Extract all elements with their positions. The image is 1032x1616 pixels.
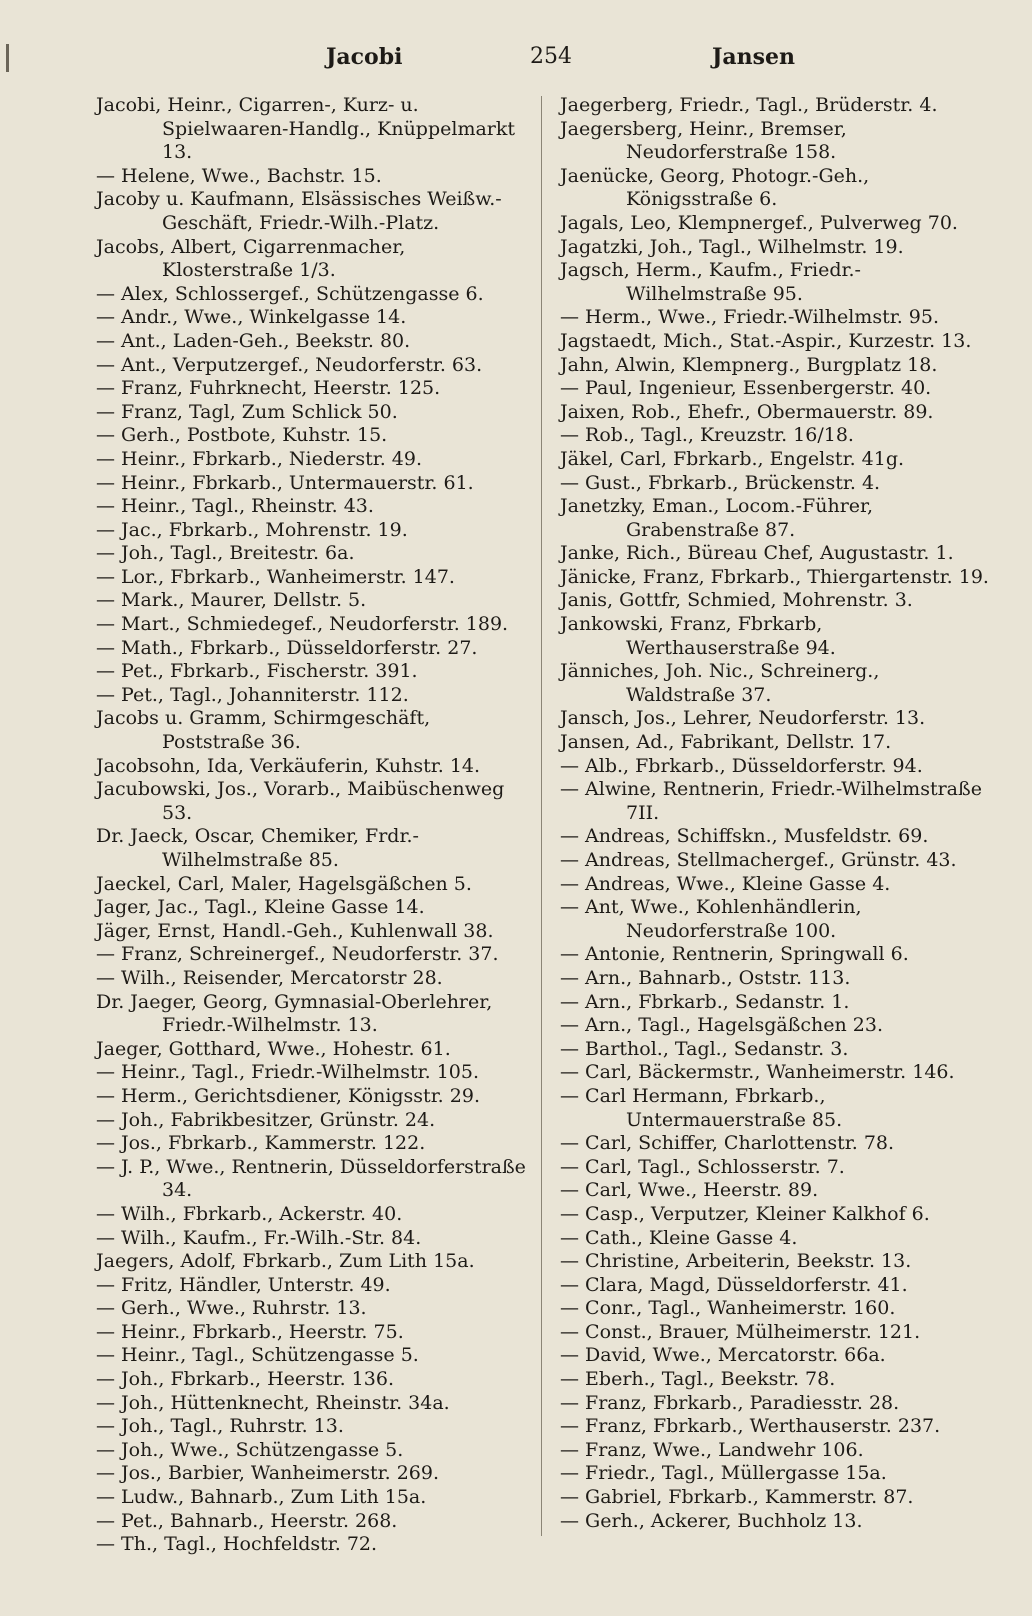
directory-entry: — Gabriel, Fbrkarb., Kammerstr. 87. — [560, 1486, 914, 1509]
directory-entry: Janis, Gottfr, Schmied, Mohrenstr. 3. — [560, 589, 913, 612]
directory-entry: Jänicke, Franz, Fbrkarb., Thiergartenstr. 19. — [560, 565, 989, 588]
directory-entry: — Christine, Arbeiterin, Beekstr. 13. — [560, 1250, 912, 1273]
directory-entry: Jacobi, Heinr., Cigarren-, Kurz- u. Spielwaaren-Handlg., Knüppelmarkt 13. — [96, 94, 516, 164]
directory-entry: Dr. Jaeck, Oscar, Chemiker, Frdr.-Wilhelmstraße 85. — [96, 825, 419, 871]
directory-entry: — Antonie, Rentnerin, Springwall 6. — [560, 943, 909, 966]
directory-entry: — Mark., Maurer, Dellstr. 5. — [96, 589, 367, 612]
margin-mark — [6, 44, 9, 72]
directory-entry: Jaenücke, Georg, Photogr.-Geh., Königsstraße 6. — [560, 164, 870, 211]
directory-entry: Jänniches, Joh. Nic., Schreinerg., Waldstraße 37. — [560, 660, 880, 706]
directory-entry: — Franz, Fbrkarb., Paradiesstr. 28. — [560, 1391, 900, 1414]
directory-entry: — Th., Tagl., Hochfeldstr. 72. — [96, 1533, 378, 1556]
directory-entry: — Heinr., Tagl., Rheinstr. 43. — [96, 495, 374, 518]
directory-entry: — Alb., Fbrkarb., Düsseldorferstr. 94. — [560, 754, 923, 777]
directory-entry: — Ant, Wwe., Kohlenhändlerin, Neudorferstraße 100. — [560, 896, 862, 942]
directory-entry: Jagstaedt, Mich., Stat.-Aspir., Kurzestr. 13. — [560, 329, 972, 352]
directory-entry: — Herm., Wwe., Friedr.-Wilhelmstr. 95. — [560, 306, 939, 329]
directory-entry: — Ant., Verputzergef., Neudorferstr. 63. — [96, 353, 483, 376]
directory-entry: — Joh., Fabrikbesitzer, Grünstr. 24. — [96, 1108, 436, 1131]
directory-entry: Jäger, Ernst, Handl.-Geh., Kuhlenwall 38. — [96, 919, 494, 942]
directory-entry: — Carl, Bäckermstr., Wanheimerstr. 146. — [560, 1061, 955, 1084]
directory-entry: Jaeger, Gotthard, Wwe., Hohestr. 61. — [96, 1037, 451, 1060]
directory-entry: — Math., Fbrkarb., Düsseldorferstr. 27. — [96, 636, 478, 659]
directory-entry: — Casp., Verputzer, Kleiner Kalkhof 6. — [560, 1202, 930, 1225]
directory-entry: Jaegersberg, Heinr., Bremser, Neudorferstraße 158. — [560, 117, 847, 164]
directory-entry: Jaixen, Rob., Ehefr., Obermauerstr. 89. — [560, 400, 934, 423]
directory-entry: — Paul, Ingenieur, Essenbergerstr. 40. — [560, 377, 932, 400]
directory-entry: — Gerh., Ackerer, Buchholz 13. — [560, 1509, 863, 1532]
directory-entry: Jaegerberg, Friedr., Tagl., Brüderstr. 4. — [560, 94, 938, 116]
directory-entry: Jagsch, Herm., Kaufm., Friedr.-Wilhelmstraße 95. — [560, 259, 861, 305]
directory-entry: Janetzky, Eman., Locom.-Führer, Grabenstraße 87. — [560, 495, 874, 541]
page-number: 254 — [530, 44, 572, 69]
directory-entry: Jager, Jac., Tagl., Kleine Gasse 14. — [96, 896, 425, 919]
directory-entry: — Const., Brauer, Mülheimerstr. 121. — [560, 1320, 921, 1343]
directory-entry: — Pet., Fbrkarb., Fischerstr. 391. — [96, 660, 418, 683]
directory-entry: Jacobsohn, Ida, Verkäuferin, Kuhstr. 14. — [96, 754, 481, 777]
directory-entry: — Joh., Fbrkarb., Heerstr. 136. — [96, 1368, 394, 1391]
directory-entry: — Friedr., Tagl., Müllergasse 15a. — [560, 1462, 887, 1485]
directory-entry: Jankowski, Franz, Fbrkarb, Werthauserstraße 94. — [560, 613, 836, 659]
directory-entry: — Franz, Tagl, Zum Schlick 50. — [96, 400, 398, 423]
directory-entry: — Carl, Schiffer, Charlottenstr. 78. — [560, 1132, 895, 1155]
directory-entry: Jansen, Ad., Fabrikant, Dellstr. 17. — [560, 731, 892, 754]
right-column — [560, 94, 990, 1533]
directory-entry: Jäkel, Carl, Fbrkarb., Engelstr. 41g. — [560, 447, 905, 470]
directory-entry: — Arn., Bahnarb., Oststr. 113. — [560, 966, 851, 989]
directory-entry: Jagals, Leo, Klempnergef., Pulverweg 70. — [560, 211, 958, 234]
directory-entry: — Helene, Wwe., Bachstr. 15. — [96, 164, 382, 187]
directory-entry: — Joh., Tagl., Ruhrstr. 13. — [96, 1415, 344, 1438]
page-header — [96, 44, 990, 78]
directory-entry: — Jac., Fbrkarb., Mohrenstr. 19. — [96, 518, 408, 541]
directory-entry: — Franz, Fbrkarb., Werthauserstr. 237. — [560, 1415, 941, 1438]
directory-entry: — Arn., Fbrkarb., Sedanstr. 1. — [560, 990, 850, 1013]
header-left-keyword: Jacobi — [326, 44, 403, 70]
column-divider — [541, 96, 542, 1536]
directory-entry: — Franz, Wwe., Landwehr 106. — [560, 1438, 864, 1461]
directory-entry: Jacobs, Albert, Cigarrenmacher, Klosterstraße 1/3. — [96, 235, 406, 282]
directory-entry: — Fritz, Händler, Unterstr. 49. — [96, 1273, 391, 1296]
directory-entry: — Andreas, Wwe., Kleine Gasse 4. — [560, 872, 891, 895]
directory-entry: Jansch, Jos., Lehrer, Neudorferstr. 13. — [560, 707, 926, 730]
directory-entry: — Wilh., Kaufm., Fr.-Wilh.-Str. 84. — [96, 1226, 422, 1249]
directory-entry: Jahn, Alwin, Klempnerg., Burgplatz 18. — [560, 353, 938, 376]
directory-entry: Jagatzki, Joh., Tagl., Wilhelmstr. 19. — [560, 235, 904, 258]
directory-entry: — Mart., Schmiedegef., Neudorferstr. 189. — [96, 613, 509, 636]
directory-entry: Jacobs u. Gramm, Schirmgeschäft, Poststraße 36. — [96, 707, 431, 754]
directory-entry: — J. P., Wwe., Rentnerin, Düsseldorferstraße 34. — [96, 1155, 526, 1202]
left-column — [96, 94, 526, 1557]
header-right-keyword: Jansen — [712, 44, 796, 70]
directory-entry: — Franz, Fuhrknecht, Heerstr. 125. — [96, 377, 441, 400]
directory-entry: — Heinr., Tagl., Friedr.-Wilhelmstr. 105. — [96, 1061, 480, 1084]
directory-entry: — Ludw., Bahnarb., Zum Lith 15a. — [96, 1486, 427, 1509]
directory-entry: — Pet., Tagl., Johanniterstr. 112. — [96, 683, 409, 706]
directory-entry: — Ant., Laden-Geh., Beekstr. 80. — [96, 329, 411, 352]
directory-entry: — Andreas, Schiffskn., Musfeldstr. 69. — [560, 825, 929, 848]
directory-entry: — Joh., Tagl., Breitestr. 6a. — [96, 542, 355, 565]
directory-entry: — Gerh., Wwe., Ruhrstr. 13. — [96, 1297, 367, 1320]
directory-entry: — Herm., Gerichtsdiener, Königsstr. 29. — [96, 1084, 480, 1107]
directory-entry: Jacoby u. Kaufmann, Elsässisches Weißw.-Geschäft, Friedr.-Wilh.-Platz. — [96, 188, 502, 234]
directory-entry: — Wilh., Fbrkarb., Ackerstr. 40. — [96, 1202, 403, 1225]
directory-entry: — Clara, Magd, Düsseldorferstr. 41. — [560, 1273, 908, 1296]
directory-entry: — David, Wwe., Mercatorstr. 66a. — [560, 1344, 886, 1367]
directory-entry: — Carl, Tagl., Schlosserstr. 7. — [560, 1155, 845, 1178]
directory-entry: — Jos., Barbier, Wanheimerstr. 269. — [96, 1462, 440, 1485]
directory-entry: — Pet., Bahnarb., Heerstr. 268. — [96, 1509, 398, 1532]
directory-entry: — Gerh., Postbote, Kuhstr. 15. — [96, 424, 388, 447]
directory-entry: Janke, Rich., Büreau Chef, Augustastr. 1. — [560, 542, 954, 565]
directory-entry: — Joh., Hüttenknecht, Rheinstr. 34a. — [96, 1391, 450, 1414]
directory-entry: — Eberh., Tagl., Beekstr. 78. — [560, 1368, 836, 1391]
directory-entry: Jaeckel, Carl, Maler, Hagelsgäßchen 5. — [96, 872, 472, 895]
directory-entry: — Cath., Kleine Gasse 4. — [560, 1226, 798, 1249]
directory-entry: — Franz, Schreinergef., Neudorferstr. 37. — [96, 943, 499, 966]
directory-entry: — Heinr., Fbrkarb., Niederstr. 49. — [96, 447, 423, 470]
directory-entry: — Heinr., Fbrkarb., Untermauerstr. 61. — [96, 471, 474, 494]
directory-entry: — Heinr., Fbrkarb., Heerstr. 75. — [96, 1320, 404, 1343]
directory-entry: — Barthol., Tagl., Sedanstr. 3. — [560, 1037, 849, 1060]
directory-entry: Jaegers, Adolf, Fbrkarb., Zum Lith 15a. — [96, 1250, 475, 1273]
directory-entry: — Rob., Tagl., Kreuzstr. 16/18. — [560, 424, 854, 447]
directory-entry: — Andreas, Stellmachergef., Grünstr. 43. — [560, 849, 957, 871]
directory-entry: Jacubowski, Jos., Vorarb., Maibüschenweg 53. — [96, 778, 505, 824]
directory-entry: — Conr., Tagl., Wanheimerstr. 160. — [560, 1297, 896, 1320]
directory-entry: — Joh., Wwe., Schützengasse 5. — [96, 1438, 404, 1461]
directory-entry: — Arn., Tagl., Hagelsgäßchen 23. — [560, 1014, 884, 1037]
directory-entry: — Carl, Wwe., Heerstr. 89. — [560, 1179, 819, 1202]
directory-entry: — Andr., Wwe., Winkelgasse 14. — [96, 306, 407, 329]
directory-entry: — Heinr., Tagl., Schützengasse 5. — [96, 1344, 419, 1367]
directory-entry: Dr. Jaeger, Georg, Gymnasial-Oberlehrer, Friedr.-Wilhelmstr. 13. — [96, 990, 493, 1037]
directory-entry: — Gust., Fbrkarb., Brückenstr. 4. — [560, 471, 881, 494]
directory-entry: — Wilh., Reisender, Mercatorstr 28. — [96, 966, 443, 989]
directory-entry: — Lor., Fbrkarb., Wanheimerstr. 147. — [96, 565, 455, 588]
directory-entry: — Alex, Schlossergef., Schützengasse 6. — [96, 282, 484, 305]
directory-entry: — Carl Hermann, Fbrkarb., Untermauerstraße 85. — [560, 1084, 843, 1131]
directory-entry: — Alwine, Rentnerin, Friedr.-Wilhelmstraße 7II. — [560, 778, 982, 824]
directory-entry: — Jos., Fbrkarb., Kammerstr. 122. — [96, 1132, 426, 1155]
